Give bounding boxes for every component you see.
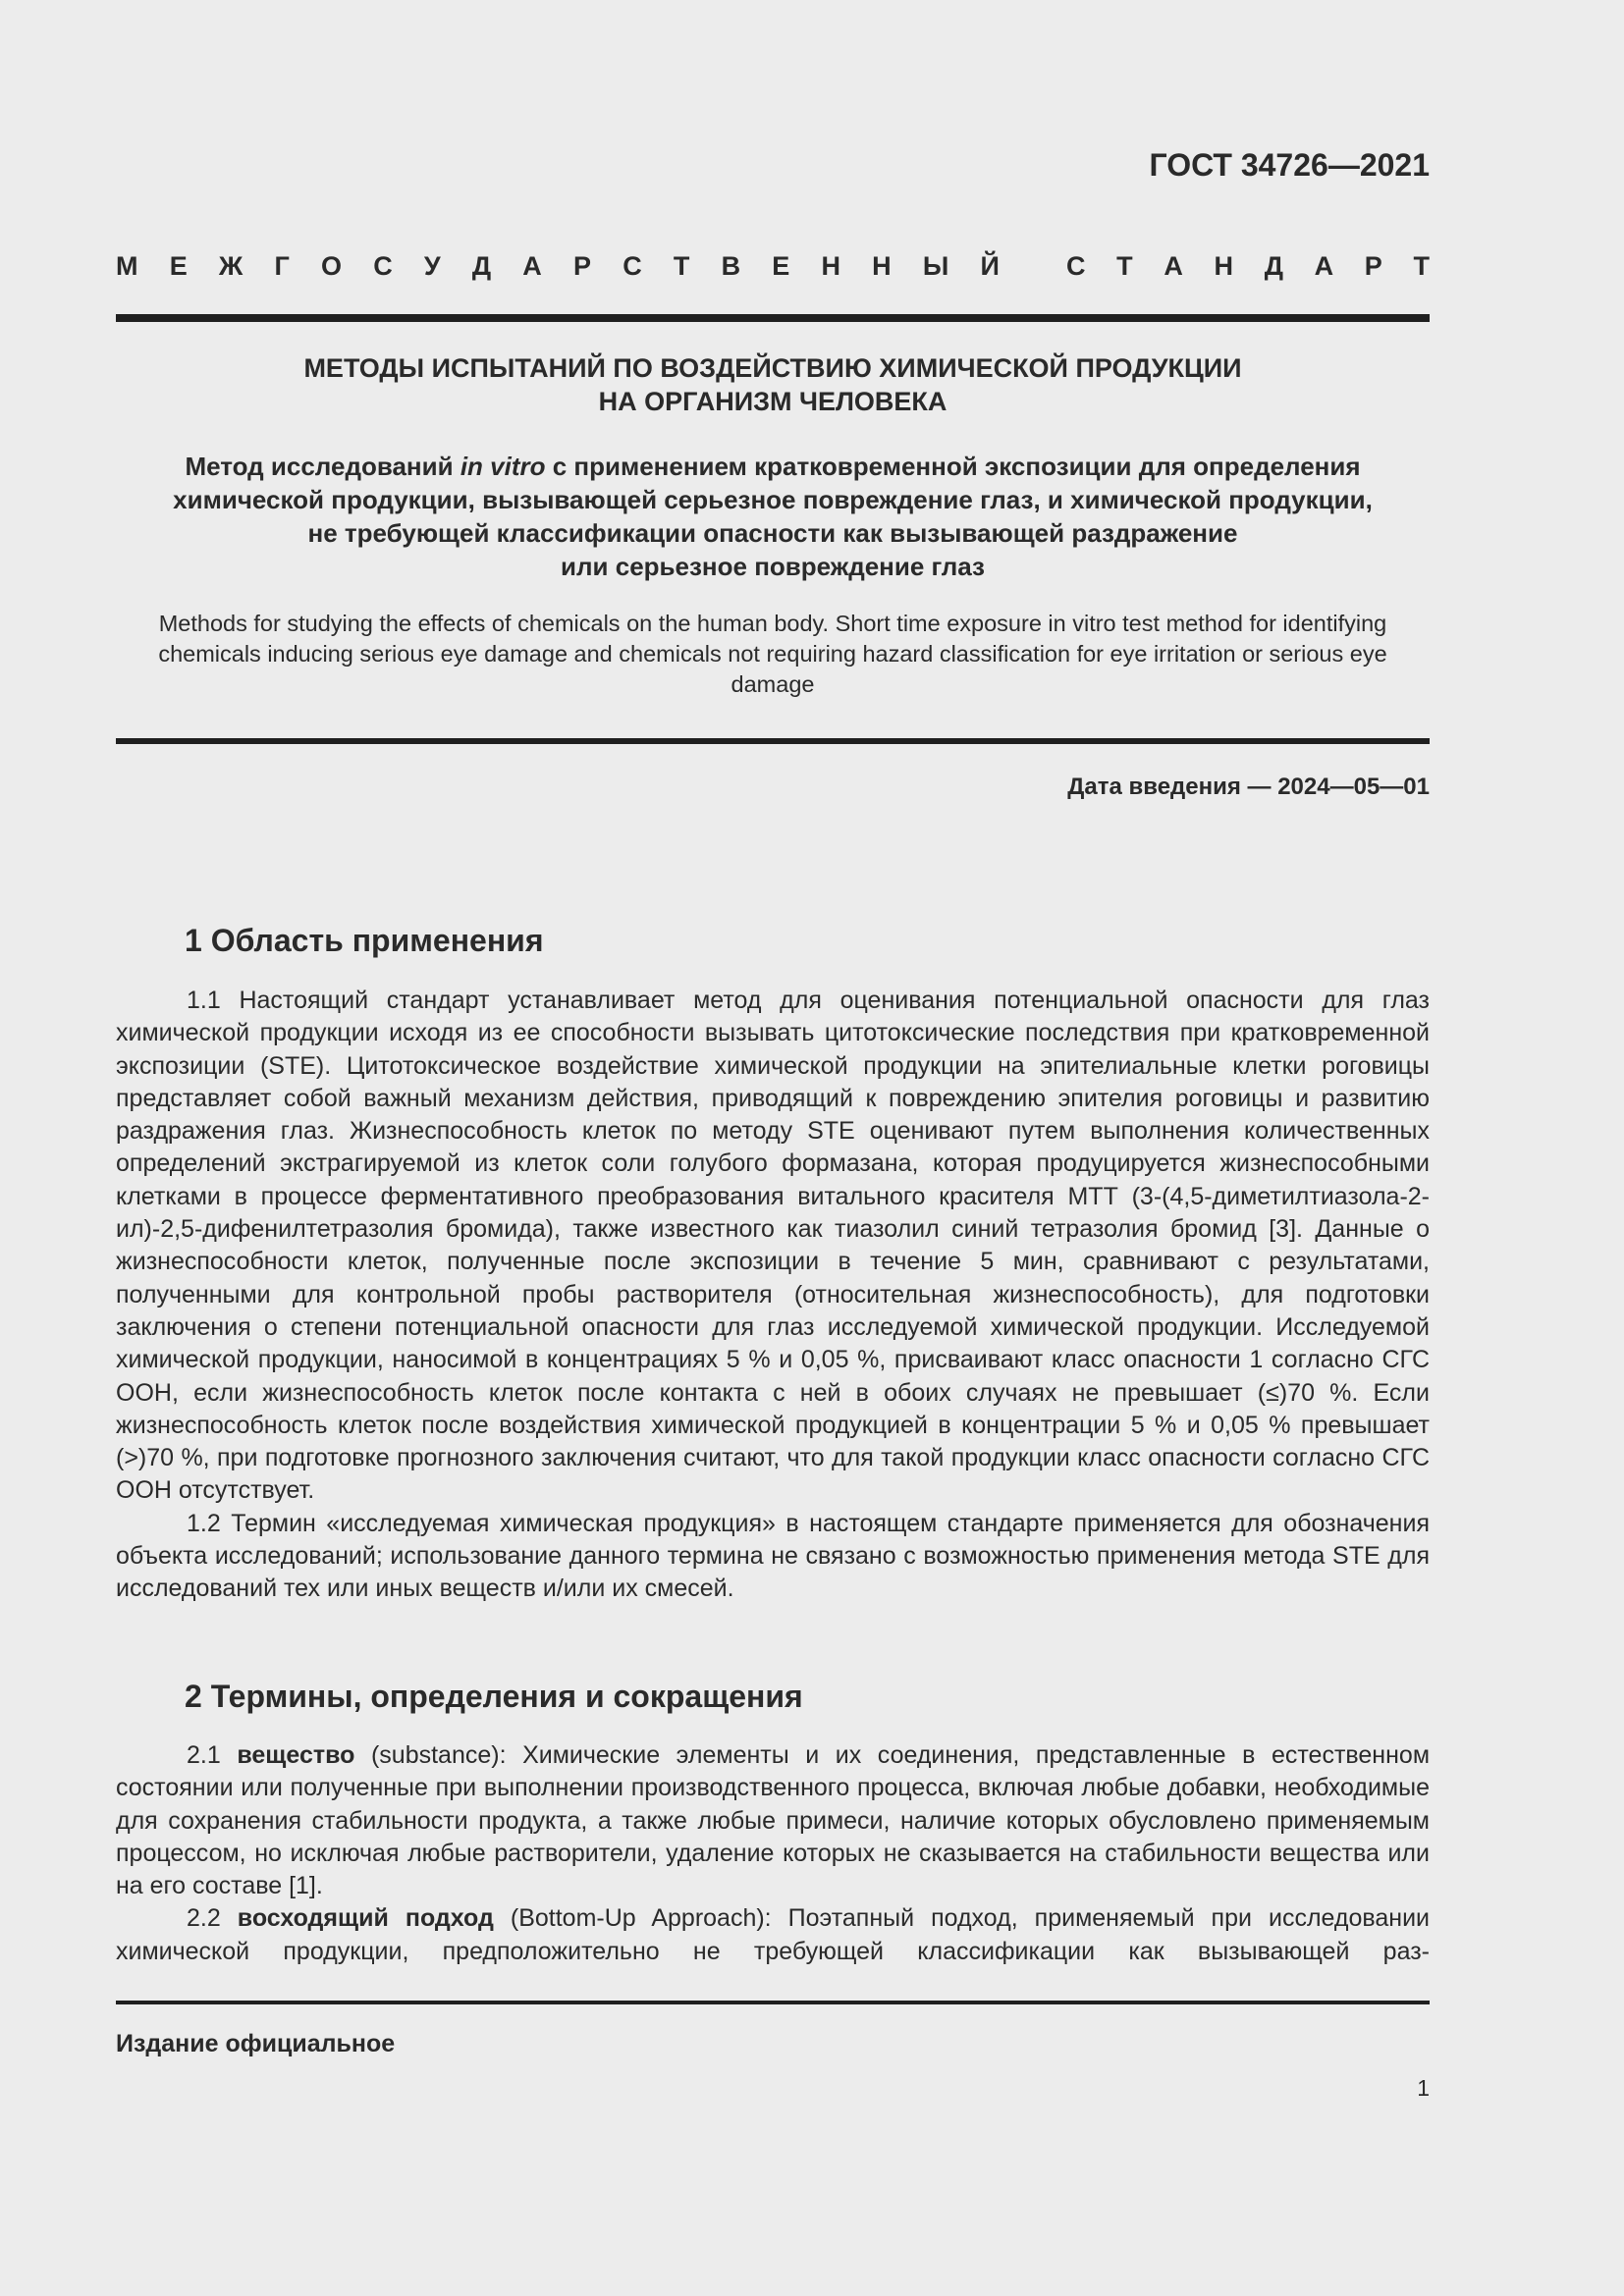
in-vitro-italic: in vitro [460, 452, 546, 481]
heading-letter: Й [980, 251, 1000, 281]
section-1-body [116, 985, 1430, 1606]
heading-letter: М [116, 251, 138, 281]
subtitle-line-4: или серьезное повреждение глаз [561, 552, 985, 581]
heading-letter: С [1066, 251, 1086, 281]
heading-letter: В [721, 251, 741, 281]
title-bottom-rule [116, 738, 1430, 744]
document-title [116, 351, 1430, 418]
subtitle-line-1: Метод исследований in vitro с применением кратковременной экспозиции для определения [185, 452, 1361, 481]
heading-letter: Т [1116, 251, 1133, 281]
top-rule [116, 314, 1430, 322]
term-substance: вещество [237, 1741, 355, 1769]
heading-letter: Д [1264, 251, 1283, 281]
heading-letter: Т [1413, 251, 1430, 281]
heading-letter: Р [572, 251, 591, 281]
official-edition-label: Издание официальное [116, 2030, 396, 2057]
heading-letter: С [623, 251, 642, 281]
term-bottom-up: восходящий подход [237, 1904, 494, 1933]
heading-letter: Е [169, 251, 188, 281]
section-1-title: 1 Область применения [185, 923, 544, 958]
subtitle-line-2: химической продукции, вызывающей серьезное повреждение глаз, и химической продукции, [173, 485, 1373, 514]
english-title: Methods for studying the effects of chemicals on the human body. Short time exposure in vitro test method for identifying chemicals inducing serious eye damage and chemicals not requiring hazard classification for eye irritation or serious eye damage [158, 611, 1387, 697]
heading-letter: Ы [922, 251, 949, 281]
heading-letter: Н [1214, 251, 1234, 281]
paragraph-2-1: 2.1 вещество (substance): Химические элементы и их соединения, представленные в естественном состоянии или полученные при выполнении производственного процесса, включая любые добавки, необходимые для сохранения стабильности продукта, а также любые примеси, наличие которых обусловлено применяемым процессом, но исключая любые растворители, удаление которых не сказывается на стабильности вещества или на его составе [1]. [116, 1741, 1431, 1900]
heading-letter: Т [673, 251, 690, 281]
letter-group-2 [1066, 251, 1430, 282]
title-line-2: НА ОРГАНИЗМ ЧЕЛОВЕКА [598, 387, 947, 416]
heading-letter: Д [471, 251, 492, 281]
paragraph-2-2: 2.2 восходящий подход (Bottom-Up Approach): Поэтапный подход, применяемый при исследовании химической продукции, предположительно не требующей классификации как вызывающей раз- [116, 1904, 1431, 1965]
heading-letter: А [1164, 251, 1183, 281]
section-2-body [116, 1739, 1430, 1968]
heading-letter: У [423, 251, 441, 281]
standard-type-heading [116, 251, 1430, 282]
footer-rule [116, 2001, 1430, 2004]
heading-letter: Р [1364, 251, 1382, 281]
gost-number: ГОСТ 34726—2021 [1149, 147, 1430, 183]
heading-letter: Н [872, 251, 892, 281]
page-number: 1 [1417, 2075, 1430, 2101]
heading-letter: Г [274, 251, 290, 281]
heading-letter: А [522, 251, 542, 281]
section-2-title: 2 Термины, определения и сокращения [185, 1679, 803, 1714]
paragraph-1-1: 1.1 Настоящий стандарт устанавливает метод для оценивания потенциальной опасности для глаз химической продукции исходя из ее способности вызывать цитотоксические последствия при кратковременной экспозиции (STE). Цитотоксическое воздействие химической продукции на эпителиальные клетки роговицы представляет собой важный механизм действия, приводящий к повреждению эпителия роговицы и развитию раздражения глаз. Жизнеспособность клеток по методу STE оценивают путем выполнения количественных определений экстрагируемой из клеток соли голубого формазана, которая продуцируется жизнеспособными клетками в процессе ферментативного преобразования витального красителя МТТ (3-(4,5-диметилтиазола-2-ил)-2,5-дифенилтетразолия бромида), также известного как тиазолил синий тетразолия бромид [3]. Данные о жизнеспособности клеток, полученные после экспозиции в течение 5 мин, сравнивают с результатами, полученными для контрольной пробы растворителя (относительная жизнеспособность), для подготовки заключения о степени потенциальной опасности для глаз исследуемой химической продукции. Исследуемой химической продукции, наносимой в концентрациях 5 % и 0,05 %, присваивают класс опасности 1 согласно СГС ООН, если жизнеспособность клеток после контакта с ней в обоих случаях не превышает (≤)70 %. Если жизнеспособность клеток после воздействия химической продукцией в концентрации 5 % и 0,05 % превышает (>)70 %, при подготовке прогнозного заключения считают, что для такой продукции класс опасности согласно СГС ООН отсутствует. [116, 987, 1430, 1505]
paragraph-1-2: 1.2 Термин «исследуемая химическая продукция» в настоящем стандарте применяется для обозначения объекта исследований; использование данного термина не связано с возможностью применения метода STE для исследований тех или иных веществ и/или их смесей. [116, 1509, 1430, 1603]
subtitle-line-3: не требующей классификации опасности как вызывающей раздражение [307, 518, 1238, 548]
heading-letter: А [1314, 251, 1334, 281]
heading-letter: С [373, 251, 393, 281]
heading-letter: Н [821, 251, 840, 281]
title-line-1: МЕТОДЫ ИСПЫТАНИЙ ПО ВОЗДЕЙСТВИЮ ХИМИЧЕСКОЙ ПРОДУКЦИИ [303, 353, 1242, 383]
heading-letter: Ж [218, 251, 244, 281]
introduction-date: Дата введения — 2024—05—01 [1067, 774, 1430, 800]
letter-group-1 [116, 251, 1000, 282]
document-subtitle [116, 450, 1430, 583]
heading-letter: О [320, 251, 342, 281]
heading-letter: Е [772, 251, 790, 281]
